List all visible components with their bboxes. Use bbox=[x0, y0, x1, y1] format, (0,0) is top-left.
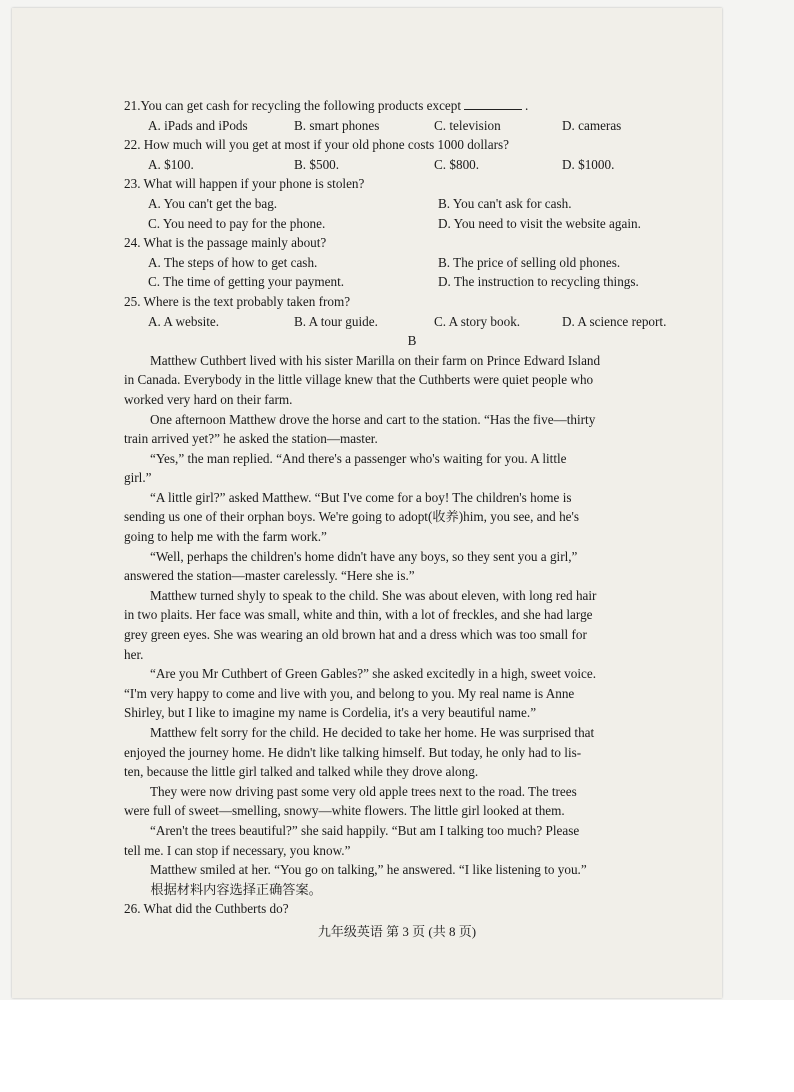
passage-line: worked very hard on their farm. bbox=[124, 391, 293, 407]
question-23-options-ab bbox=[124, 194, 700, 214]
passage-line: Matthew turned shyly to speak to the child. She was about eleven, with long red hair bbox=[150, 587, 597, 603]
reading-passage bbox=[124, 351, 700, 880]
passage-line: going to help me with the farm work.” bbox=[124, 529, 327, 545]
option: A. A website. bbox=[148, 313, 220, 329]
passage-line: answered the station—master carelessly. “Here she is.” bbox=[124, 568, 415, 584]
option: A. The steps of how to get cash. bbox=[148, 254, 318, 270]
answer-blank bbox=[464, 95, 522, 110]
option: A. $100. bbox=[148, 156, 194, 172]
option: B. The price of selling old phones. bbox=[438, 254, 621, 270]
question-24-options-ab bbox=[124, 253, 700, 273]
option: C. You need to pay for the phone. bbox=[148, 215, 326, 231]
option: D. The instruction to recycling things. bbox=[438, 274, 639, 290]
instruction: 根据材料内容选择正确答案。 bbox=[150, 881, 322, 897]
passage-line: grey green eyes. She was wearing an old brown hat and a dress which was too small for bbox=[124, 627, 587, 643]
passage-line: in two plaits. Her face was small, white and thin, with a lot of freckles, and she had large bbox=[124, 607, 593, 623]
option: C. $800. bbox=[434, 156, 480, 172]
exam-content bbox=[124, 95, 700, 919]
passage-line: “Are you Mr Cuthbert of Green Gables?” she asked excitedly in a high, sweet voice. bbox=[150, 666, 597, 682]
passage-line: “Well, perhaps the children's home didn't have any boys, so they sent you a girl,” bbox=[150, 548, 578, 564]
question-22: 22. How much will you get at most if your old phone costs 1000 dollars? bbox=[124, 137, 509, 153]
question-25-options bbox=[124, 312, 700, 332]
passage-line: Matthew Cuthbert lived with his sister Marilla on their farm on Prince Edward Island bbox=[150, 352, 601, 368]
passage-line: ten, because the little girl talked and talked while they drove along. bbox=[124, 764, 479, 780]
passage-line: her. bbox=[124, 646, 144, 662]
question-22-options bbox=[124, 155, 700, 175]
section-heading: B bbox=[407, 333, 417, 349]
passage-line: tell me. I can stop if necessary, you know.” bbox=[124, 842, 351, 858]
option: B. smart phones bbox=[294, 117, 380, 133]
question-24-options-cd bbox=[124, 272, 700, 292]
question-24: 24. What is the passage mainly about? bbox=[124, 235, 327, 251]
passage-line: sending us one of their orphan boys. We're going to adopt(收养)him, you see, and he's bbox=[124, 509, 580, 525]
option: D. You need to visit the website again. bbox=[438, 215, 641, 231]
passage-line: in Canada. Everybody in the little village knew that the Cuthberts were quiet people who bbox=[124, 372, 594, 388]
option: C. A story book. bbox=[434, 313, 521, 329]
passage-line: “Aren't the trees beautiful?” she said happily. “But am I talking too much? Please bbox=[150, 822, 580, 838]
question-26: 26. What did the Cuthberts do? bbox=[124, 901, 289, 917]
passage-line: Matthew felt sorry for the child. He decided to take her home. He was surprised that bbox=[150, 725, 595, 740]
passage-line: “Yes,” the man replied. “And there's a passenger who's waiting for you. A little bbox=[150, 450, 567, 466]
page-footer: 九年级英语 第 3 页 (共 8 页) bbox=[317, 924, 477, 939]
passage-line: Shirley, but I like to imagine my name is Cordelia, it's a very beautiful name.” bbox=[124, 705, 537, 721]
option: B. A tour guide. bbox=[294, 313, 378, 329]
option: A. iPads and iPods bbox=[148, 117, 248, 133]
option: C. The time of getting your payment. bbox=[148, 274, 345, 290]
passage-line: train arrived yet?” he asked the station—master. bbox=[124, 431, 378, 447]
passage-line: Matthew smiled at her. “You go on talking,” he answered. “I like listening to you.” bbox=[150, 862, 587, 878]
question-23-options-cd bbox=[124, 214, 700, 234]
option: B. You can't ask for cash. bbox=[438, 195, 572, 211]
passage-line: They were now driving past some very old apple trees next to the road. The trees bbox=[150, 783, 577, 799]
passage-line: were full of sweet—smelling, snowy—white flowers. The little girl looked at them. bbox=[124, 803, 565, 819]
scan-margin bbox=[0, 1000, 794, 1092]
question-25: 25. Where is the text probably taken from? bbox=[124, 293, 351, 309]
passage-line: “A little girl?” asked Matthew. “But I've come for a boy! The children's home is bbox=[150, 489, 572, 505]
passage-line: enjoyed the journey home. He didn't like talking himself. But today, he only had to lis- bbox=[124, 744, 582, 760]
option: A. You can't get the bag. bbox=[148, 195, 278, 211]
option: C. television bbox=[434, 117, 501, 133]
option: B. $500. bbox=[294, 156, 340, 172]
question-21-options bbox=[124, 116, 700, 136]
passage-line: girl.” bbox=[124, 470, 152, 486]
option: D. cameras bbox=[562, 117, 622, 133]
option: D. $1000. bbox=[562, 156, 615, 172]
question-23: 23. What will happen if your phone is stolen? bbox=[124, 176, 365, 192]
option: D. A science report. bbox=[562, 313, 667, 329]
question-21: 21.You can get cash for recycling the following products except . bbox=[124, 95, 700, 116]
passage-line: One afternoon Matthew drove the horse and cart to the station. “Has the five—thirty bbox=[150, 411, 596, 427]
passage-line: “I'm very happy to come and live with you, and belong to you. My real name is Anne bbox=[124, 685, 575, 701]
